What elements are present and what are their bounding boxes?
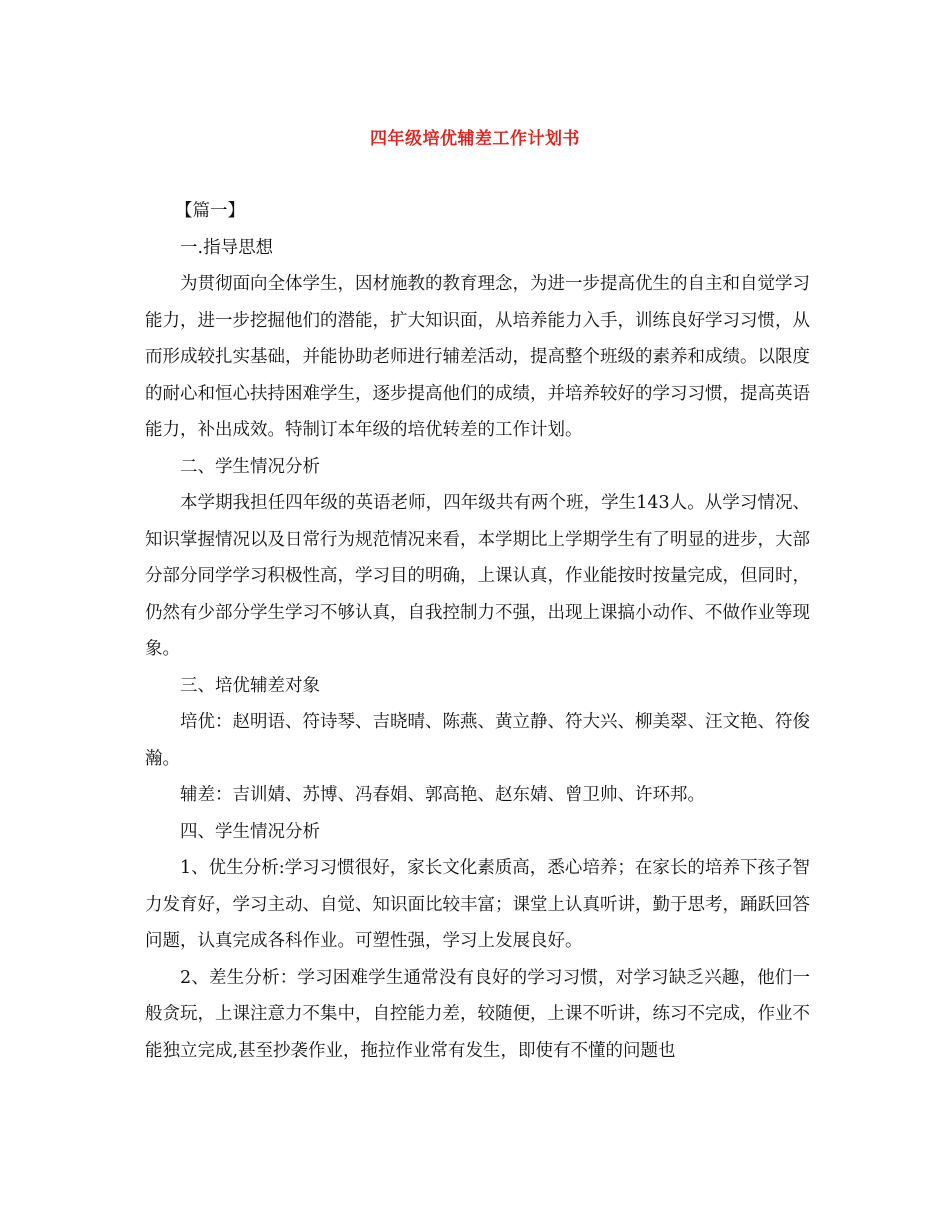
document-title: 四年级培优辅差工作计划书: [370, 129, 580, 149]
paragraph-struggling-student-analysis: 2、差生分析：学习困难学生通常没有良好的学习习惯，对学习缺乏兴趣，他们一般贪玩，上课注意力不集中，自控能力差，较随便，上课不听讲，练习不完成，作业不能独立完成,甚至抄袭作业，拖拉作业常有发生，即使有不懂的问题也: [145, 967, 810, 1061]
heading-guiding-ideology: 一.指导思想: [180, 237, 274, 258]
paragraph-top-student-analysis: 1、优生分析:学习习惯很好，家长文化素质高，悉心培养；在家长的培养下孩子智力发育好，学习主动、自觉、知识面比较丰富；课堂上认真听讲，勤于思考，踊跃回答问题，认真完成各科作业。可塑性强，学习上发展良好。: [145, 858, 810, 951]
paragraph-top-students: 培优：赵明语、符诗琴、吉晓晴、陈燕、黄立静、符大兴、柳美翠、汪文艳、符俊瀚。: [145, 712, 810, 769]
section-label-pian-yi: 【篇一】: [175, 201, 245, 221]
paragraph-struggling-students: 辅差：吉训婧、苏博、冯春娟、郭高艳、赵东婧、曾卫帅、许环邦。: [180, 785, 705, 805]
heading-target-students: 三、培优辅差对象: [180, 675, 320, 696]
paragraph-guiding-ideology: 为贯彻面向全体学生，因材施教的教育理念，为进一步提高优生的自主和自觉学习能力，进一步挖掘他们的潜能，扩大知识面，从培养能力入手，训练良好学习习惯，从而形成较扎实基础，并能协助老师进行辅差活动，提高整个班级的素养和成绩。以限度的耐心和恒心扶持困难学生，逐步提高他们的成绩，并培养较好的学习习惯，提高英语能力，补出成效。特制订本年级的培优转差的工作计划。: [145, 274, 810, 440]
heading-student-analysis: 二、学生情况分析: [180, 456, 320, 477]
heading-student-analysis-2: 四、学生情况分析: [180, 821, 320, 842]
paragraph-student-analysis: 本学期我担任四年级的英语老师，四年级共有两个班，学生143人。从学习情况、知识掌握情况以及日常行为规范情况来看，本学期比上学期学生有了明显的进步，大部分部分同学学习积极性高，学习目的明确，上课认真，作业能按时按量完成，但同时，仍然有少部分学生学习不够认真，自我控制力不强，出现上课搞小动作、不做作业等现象。: [145, 493, 810, 659]
document-body: [145, 193, 810, 1069]
